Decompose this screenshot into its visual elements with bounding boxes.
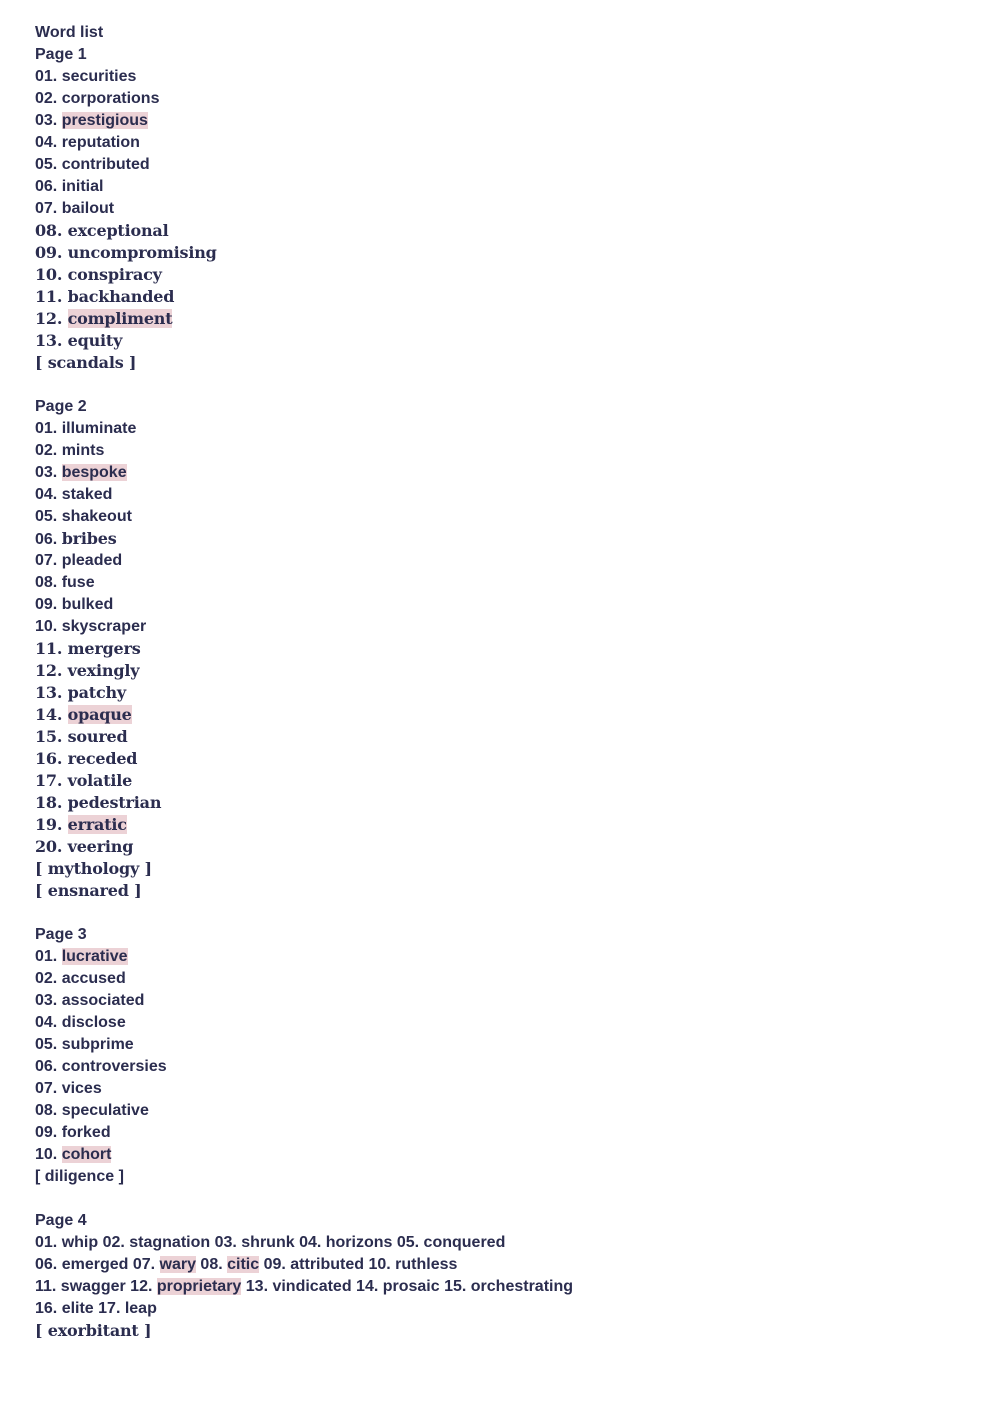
highlighted-word: cohort <box>61 1146 112 1163</box>
word-list-item <box>35 220 975 242</box>
word-list-item <box>35 638 975 660</box>
word-list-item <box>35 1144 975 1166</box>
word-text: 07. pleaded <box>35 552 123 569</box>
word-list-item <box>35 1166 975 1188</box>
word-text: 04. disclose <box>35 1014 126 1031</box>
word-list-item <box>35 1078 975 1100</box>
word-list-item <box>35 66 975 88</box>
word-text: 06. <box>35 531 62 548</box>
highlighted-word: erratic <box>67 815 127 834</box>
word-list-item <box>35 264 975 286</box>
word-list-item <box>35 132 975 154</box>
highlighted-word: compliment <box>67 309 173 328</box>
word-text: 12. vexingly <box>35 661 140 680</box>
word-list-item <box>35 1254 975 1276</box>
section-heading: Page 1 <box>35 46 87 63</box>
word-list-item <box>35 528 975 550</box>
word-text: 16. elite 17. leap <box>35 1300 157 1317</box>
word-list-item <box>35 660 975 682</box>
word-text: [ exorbitant ] <box>35 1321 152 1340</box>
word-text: 16. receded <box>35 749 138 768</box>
word-text: 01. whip 02. stagnation 03. shrunk 04. horizons 05. conquered <box>35 1234 506 1251</box>
word-text: bribes <box>61 529 117 548</box>
word-list-item <box>35 88 975 110</box>
highlighted-word: prestigious <box>61 112 148 129</box>
word-text: 05. contributed <box>35 156 150 173</box>
highlighted-word: citic <box>227 1256 260 1273</box>
word-list-item <box>35 748 975 770</box>
highlighted-word: opaque <box>67 705 132 724</box>
word-text: 09. forked <box>35 1124 111 1141</box>
section-heading: Page 4 <box>35 1212 87 1229</box>
word-list-item <box>35 550 975 572</box>
word-text: 13. equity <box>35 331 123 350</box>
word-list-item <box>35 484 975 506</box>
highlighted-word: proprietary <box>156 1278 242 1295</box>
word-text: 13. vindicated 14. prosaic 15. orchestrating <box>241 1278 574 1295</box>
word-text: 12. <box>35 309 68 328</box>
word-text: 14. <box>35 705 68 724</box>
word-list-item <box>35 1034 975 1056</box>
word-text: 20. veering <box>35 837 134 856</box>
word-text: 15. soured <box>35 727 128 746</box>
word-text: 19. <box>35 815 68 834</box>
word-list-item <box>35 770 975 792</box>
word-list-item <box>35 418 975 440</box>
word-text: 10. <box>35 1146 62 1163</box>
word-text: 10. skyscraper <box>35 618 147 635</box>
word-text: 03. <box>35 464 62 481</box>
word-text: 08. speculative <box>35 1102 149 1119</box>
word-text: 11. mergers <box>35 639 141 658</box>
word-text: 07. bailout <box>35 200 115 217</box>
word-list-item <box>35 594 975 616</box>
word-list-item <box>35 1276 975 1298</box>
word-list-item <box>35 198 975 220</box>
word-text: 01. securities <box>35 68 137 85</box>
word-list-item <box>35 682 975 704</box>
word-list-item <box>35 946 975 968</box>
word-list-item <box>35 242 975 264</box>
section-spacer <box>35 1188 975 1210</box>
section-spacer <box>35 902 975 924</box>
word-list-item <box>35 176 975 198</box>
word-list-item <box>35 440 975 462</box>
section-heading: Page 3 <box>35 926 87 943</box>
word-text: 03. <box>35 112 62 129</box>
word-text: 01. illuminate <box>35 420 137 437</box>
word-list-item <box>35 352 975 374</box>
word-text: 17. volatile <box>35 771 133 790</box>
word-text: 02. accused <box>35 970 126 987</box>
word-list-item <box>35 308 975 330</box>
word-text: 03. associated <box>35 992 145 1009</box>
word-text: 10. conspiracy <box>35 265 162 284</box>
word-list-item <box>35 1320 975 1342</box>
word-text: 09. bulked <box>35 596 114 613</box>
word-list-item <box>35 616 975 638</box>
word-list-item <box>35 154 975 176</box>
word-list-item <box>35 1056 975 1078</box>
word-list-item <box>35 968 975 990</box>
word-list-item <box>35 990 975 1012</box>
word-text: 04. reputation <box>35 134 140 151</box>
word-list-item <box>35 836 975 858</box>
word-text: 08. fuse <box>35 574 95 591</box>
word-text: [ scandals ] <box>35 353 137 372</box>
word-list-item <box>35 1012 975 1034</box>
word-text: [ ensnared ] <box>35 881 142 900</box>
word-list-item <box>35 1232 975 1254</box>
document-title: Word list <box>35 24 104 41</box>
word-text: 02. mints <box>35 442 105 459</box>
word-list-item <box>35 506 975 528</box>
section-heading: Page 2 <box>35 398 87 415</box>
word-list-document <box>35 22 975 1342</box>
word-list-item <box>35 1298 975 1320</box>
word-text: [ diligence ] <box>35 1168 124 1185</box>
word-text: 05. shakeout <box>35 508 132 525</box>
word-text: 07. vices <box>35 1080 102 1097</box>
word-list-item <box>35 880 975 902</box>
word-text: 01. <box>35 948 62 965</box>
word-text: 11. backhanded <box>35 287 175 306</box>
word-list-item <box>35 726 975 748</box>
word-list-item <box>35 110 975 132</box>
word-text: 08. <box>195 1256 228 1273</box>
word-text: [ mythology ] <box>35 859 152 878</box>
word-list-item <box>35 286 975 308</box>
word-text: 06. initial <box>35 178 104 195</box>
word-text: 18. pedestrian <box>35 793 162 812</box>
word-text: 06. controversies <box>35 1058 167 1075</box>
word-text: 08. exceptional <box>35 221 169 240</box>
word-list-item <box>35 792 975 814</box>
word-list-item <box>35 1100 975 1122</box>
word-text: 13. patchy <box>35 683 127 702</box>
word-text: 09. uncompromising <box>35 243 217 262</box>
highlighted-word: wary <box>159 1256 196 1273</box>
word-list-item <box>35 1122 975 1144</box>
word-list-item <box>35 572 975 594</box>
highlighted-word: lucrative <box>61 948 128 965</box>
word-text: 04. staked <box>35 486 113 503</box>
highlighted-word: bespoke <box>61 464 127 481</box>
word-list-item <box>35 462 975 484</box>
word-text: 06. emerged 07. <box>35 1256 160 1273</box>
word-list-item <box>35 814 975 836</box>
word-list-sections <box>35 44 975 1342</box>
word-text: 05. subprime <box>35 1036 134 1053</box>
word-list-item <box>35 330 975 352</box>
word-list-item <box>35 858 975 880</box>
section-spacer <box>35 374 975 396</box>
word-text: 09. attributed 10. ruthless <box>259 1256 458 1273</box>
word-text: 02. corporations <box>35 90 160 107</box>
word-text: 11. swagger 12. <box>35 1278 157 1295</box>
word-list-item <box>35 704 975 726</box>
